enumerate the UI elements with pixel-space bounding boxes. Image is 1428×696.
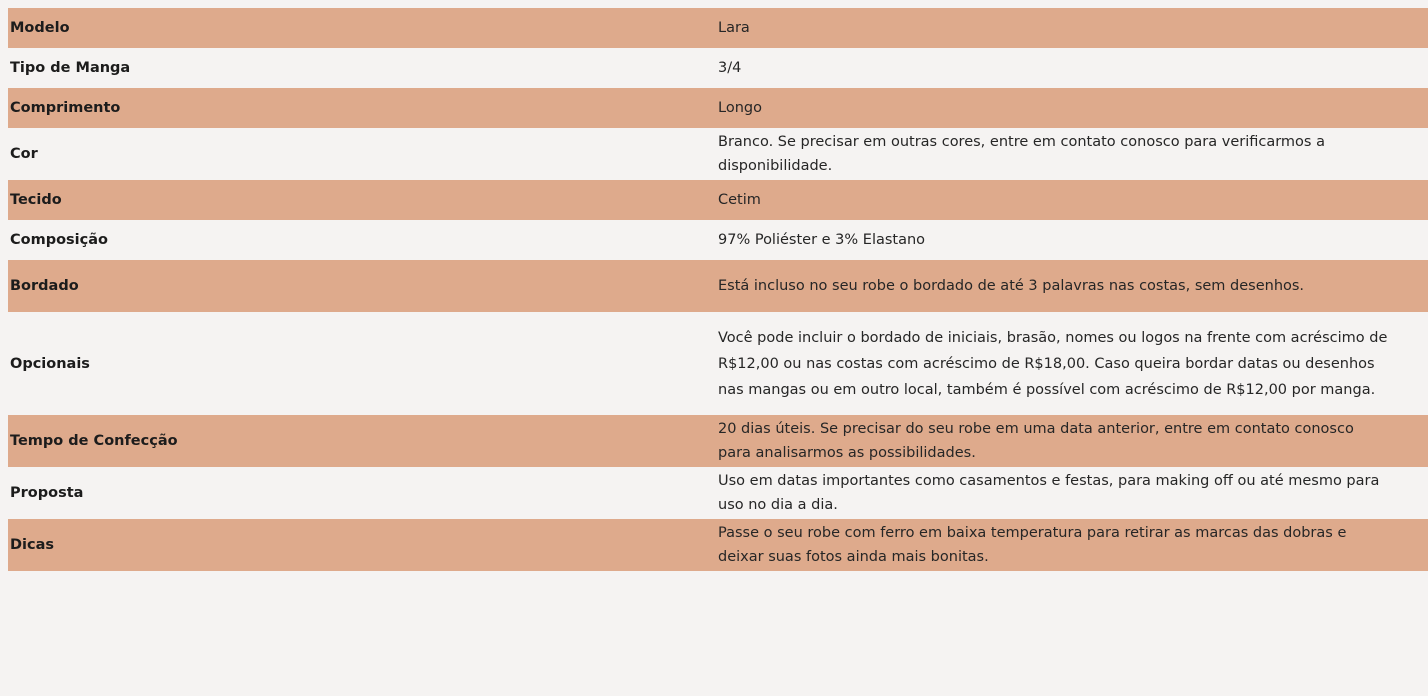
row-label: Tipo de Manga (8, 48, 716, 88)
row-value: Cetim (716, 180, 1428, 220)
row-label: Comprimento (8, 88, 716, 128)
row-label: Bordado (8, 260, 716, 312)
row-label: Composição (8, 220, 716, 260)
table-row (8, 220, 1428, 260)
row-value: Passe o seu robe com ferro em baixa temperatura para retirar as marcas das dobras e deixar suas fotos ainda mais bonitas. (716, 519, 1428, 571)
row-label: Cor (8, 128, 716, 180)
row-value: Está incluso no seu robe o bordado de até 3 palavras nas costas, sem desenhos. (716, 260, 1428, 312)
row-value: Branco. Se precisar em outras cores, entre em contato conosco para verificarmos a disponibilidade. (716, 128, 1428, 180)
table-row (8, 415, 1428, 467)
table-row (8, 519, 1428, 571)
row-value: 20 dias úteis. Se precisar do seu robe em uma data anterior, entre em contato conosco para analisarmos as possibilidades. (716, 415, 1428, 467)
row-value: Você pode incluir o bordado de iniciais, brasão, nomes ou logos na frente com acréscimo de R$12,00 ou nas costas com acréscimo de R$18,00. Caso queira bordar datas ou desenhos nas mangas ou em outro local, também é possível com acréscimo de R$12,00 por manga. (716, 312, 1428, 415)
table-row (8, 128, 1428, 180)
row-label: Modelo (8, 8, 716, 48)
table-row (8, 312, 1428, 415)
row-label: Tecido (8, 180, 716, 220)
product-specs (8, 8, 1428, 571)
table-row (8, 88, 1428, 128)
row-label: Tempo de Confecção (8, 415, 716, 467)
row-value: Longo (716, 88, 1428, 128)
row-label: Dicas (8, 519, 716, 571)
table-row (8, 180, 1428, 220)
table-row (8, 8, 1428, 48)
row-value: 3/4 (716, 48, 1428, 88)
table-row (8, 467, 1428, 519)
row-value: Lara (716, 8, 1428, 48)
specs-table (8, 8, 1428, 571)
row-value: Uso em datas importantes como casamentos e festas, para making off ou até mesmo para uso no dia a dia. (716, 467, 1428, 519)
row-label: Proposta (8, 467, 716, 519)
row-value: 97% Poliéster e 3% Elastano (716, 220, 1428, 260)
table-row (8, 48, 1428, 88)
table-row (8, 260, 1428, 312)
row-label: Opcionais (8, 312, 716, 415)
